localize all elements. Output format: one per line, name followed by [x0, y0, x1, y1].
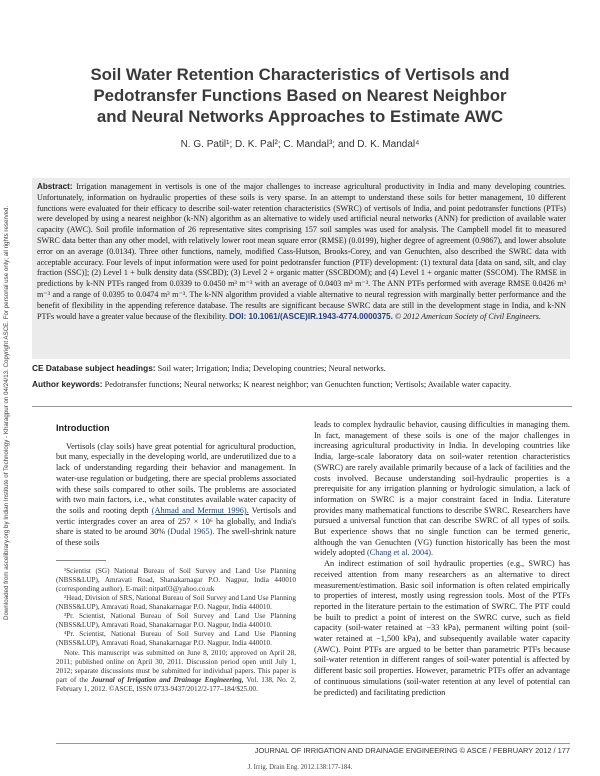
citation-line: J. Irrig. Drain Eng. 2012.138:177-184. [247, 764, 353, 771]
section-heading: Introduction [56, 423, 110, 433]
reference-link[interactable]: (Ahmad and Mermut 1996). [151, 505, 249, 515]
doi-link[interactable]: DOI: 10.1061/(ASCE)IR.1943-4774.0000375. [229, 311, 393, 321]
paper-title [50, 64, 550, 127]
journal-name: Journal of Irrigation and Drainage Engineering, [91, 675, 244, 684]
abstract-text: Irrigation management in vertisols is one of the major challenges to increase agricultural productivity in India and many developing countries. Unfortunately, information on hydraulic properties of these soils is very sparse. In an attempt to understand these soils for better management, 10 different functions were evaluated for their efficacy to describe soil-water retention characteristics (SWRC) of vertisols of India, and point pedotransfer functions (PTFs) were developed by using a nearest neighbor (k-NN) algorithm as an alternative to widely used artificial neural networks (ANN) for prediction of available water capacity (AWC). Soil profile information of 26 representative sites comprising 157 soil samples was used for analysis. The Campbell model fit to measured SWRC data better than any other model, with relatively lower root mean square error (RMSE) (0.0199), higher degree of agreement (0.9867), and lower absolute error on an average (0.0134). Three other functions, namely, modified Cass-Hutson, Brooks-Corey, and van Genuchten, also described the SWRC data with acceptable accuracy. Four levels of input information were used for point pedotransfer function (PTF) development: (1) textural data [data on sand, silt, and clay fraction (SSC)]; (2) Level 1 + bulk density data (SSCBD); (3) Level 2 + organic matter (SSCBDOM); and (4) Level 1 + organic matter (SSCOM). The RMSE in predictions by k-NN PTFs ranged from 0.0339 to 0.0450 m³ m⁻³ with an average of 0.0403 m³ m⁻³. The ANN PTFs performed with average RMSE 0.0426 m³ m⁻³ and a range of 0.0395 to 0.0474 m³ m⁻³. The k-NN algorithm provided a viable alternative to neural regression with marginally better performance and the benefit of flexibility in the appending reference database. The results are significant because SWRC data are still in the development stage in India, and k-NN PTFs would have a greater value because of the flexibility. [37, 182, 566, 321]
body-paragraph [314, 420, 570, 559]
section-divider [32, 406, 572, 407]
manuscript-note [56, 649, 296, 694]
subject-headings [32, 363, 572, 374]
page-footer: JOURNAL OF IRRIGATION AND DRAINAGE ENGINEERING © ASCE / FEBRUARY 2012 / 177 [254, 746, 570, 755]
intro-text-c: The swell-shrink nature of these soils [56, 527, 296, 548]
copyright: © 2012 American Society of Civil Engineers. [394, 311, 541, 321]
footer-divider [56, 743, 570, 744]
keywords-label: Author keywords: [32, 379, 103, 389]
intro-text-b: Vertisols and vertic intergrades cover an area of 257 × 10⁶ ha globally, and India's share is stated to be around 30% [56, 505, 296, 537]
right-text: leads to complex hydraulic behavior, causing difficulties in managing them. In fact, management of these soils is one of the major challenges in increasing agricultural productivity in India. In developing countries like India, large-scale laboratory data on soil-water retention characteristics (SWRC) are rarely available primarily because of a lack of facilities and the costs involved. Because understanding soil-hydraulic properties is a prerequisite for any irrigation planning or hydrologic simulation, a lack of information on SWRC is a major constraint faced in India. Literature provides many mathematical functions to describe SWRC. Researchers have pursued a universal function that can describe SWRC of all types of soils. But experience shows that no single function can be termed generic, although the van Genuchten (VG) function historically has been the most widely adopted [314, 420, 570, 558]
body-paragraph: An indirect estimation of soil hydraulic properties (e.g., SWRC) has received attention from many researchers as an alternative to direct measurement/estimation. Basic soil information is often related empirically to properties of interest, mostly using regression tools. Most of the PTFs reported in the literature pertain to the estimation of SWRC. The PTF could be built to predict a point of interest on the SWRC curve, such as field capacity (soil-water retained at −33 kPa), permanent wilting point (soil-water retained at −1,500 kPa), and subsequently available water capacity (AWC). Point PTFs are argued to be better than parametric PTFs because soil-water retention in different ranges of soil-water potential is affected by different basic soil properties. However, parametric PTFs offer an advantage of continuous simulations (soil-water retention at any level of potential can be predicted) and facilitating prediction [314, 559, 570, 697]
left-column [56, 420, 296, 694]
footnote: ³Pr. Scientist, National Bureau of Soil Survey and Land Use Planning (NBSS&LUP), Amravati Road, Shanakarnagar P.O. Nagpur, India 440010. [56, 612, 296, 630]
footnote-divider [56, 560, 106, 561]
subject-label: CE Database subject headings: [32, 363, 156, 373]
author-keywords [32, 379, 572, 390]
right-column [314, 420, 570, 698]
title-line: and Neural Networks Approaches to Estimate AWC [96, 107, 504, 126]
keywords-text: Pedotransfer functions; Neural networks; K nearest neighbor; van Genuchten function; Vertisols; Available water capacity. [104, 380, 512, 389]
author-list: N. G. Patil¹; D. K. Pal²; C. Mandal³; and D. K. Mandal⁴ [180, 139, 420, 150]
note-text: Note. This manuscript was submitted on June 8, 2010; approved on April 28, 2011; published online on April 30, 2011. Discussion period open until July 1, 2012; separate discussions must be submitted for individual papers. This paper is part of the [56, 648, 296, 684]
footnote: ²Head, Division of SRS, National Bureau of Soil Survey and Land Use Planning (NBSS&LUP), Amravati Road, Shanakarnagar P.O. Nagpur, India 440010. [56, 594, 296, 612]
note-tail: Vol. 138, No. 2, February 1, 2012. ©ASCE, ISSN 0733-9437/2012/2-177–184/$25.00. [56, 675, 296, 693]
title-line: Pedotransfer Functions Based on Nearest Neighbor [93, 86, 507, 105]
footnote: ⁴Pr. Scientist, National Bureau of Soil Survey and Land Use Planning (NBSS&LUP), Amravati Road, Shanakarnagar P.O. Nagpur, India 440010. [56, 630, 296, 648]
intro-text-a: Vertisols (clay soils) have great potential for agricultural production, but many, especially in the developing world, are underutilized due to a lack of understanding regarding their behavior and management. In water-use regulation or budgeting, there are special problems associated with these soils compared to other soils. The problems are associated with two main factors, i.e., what constitutes available water capacity of the soils and rooting depth [56, 441, 296, 515]
body-paragraph [56, 442, 296, 549]
subject-text: Soil water; Irrigation; India; Developing countries; Neural networks. [157, 364, 386, 373]
abstract [32, 178, 570, 359]
reference-link[interactable]: (Dudal 1965). [167, 527, 215, 537]
footnote: ¹Scientist (SG) National Bureau of Soil Survey and Land Use Planning (NBSS&LUP), Amravati Road, Shanakarnagar P.O. Nagpur, India 440010 (corresponding author). E-mail: nitpat03@yahoo.co.uk [56, 566, 296, 593]
download-notice: Downloaded from ascelibrary.org by Indian Institute of Technology - Kharagpur on 04/24/13. Copyright ASCE. For personal use only; all rights reserved. [3, 205, 10, 620]
reference-link[interactable]: (Chang et al. 2004). [367, 548, 434, 558]
title-line: Soil Water Retention Characteristics of Vertisols and [90, 65, 510, 84]
abstract-label: Abstract: [37, 182, 73, 191]
